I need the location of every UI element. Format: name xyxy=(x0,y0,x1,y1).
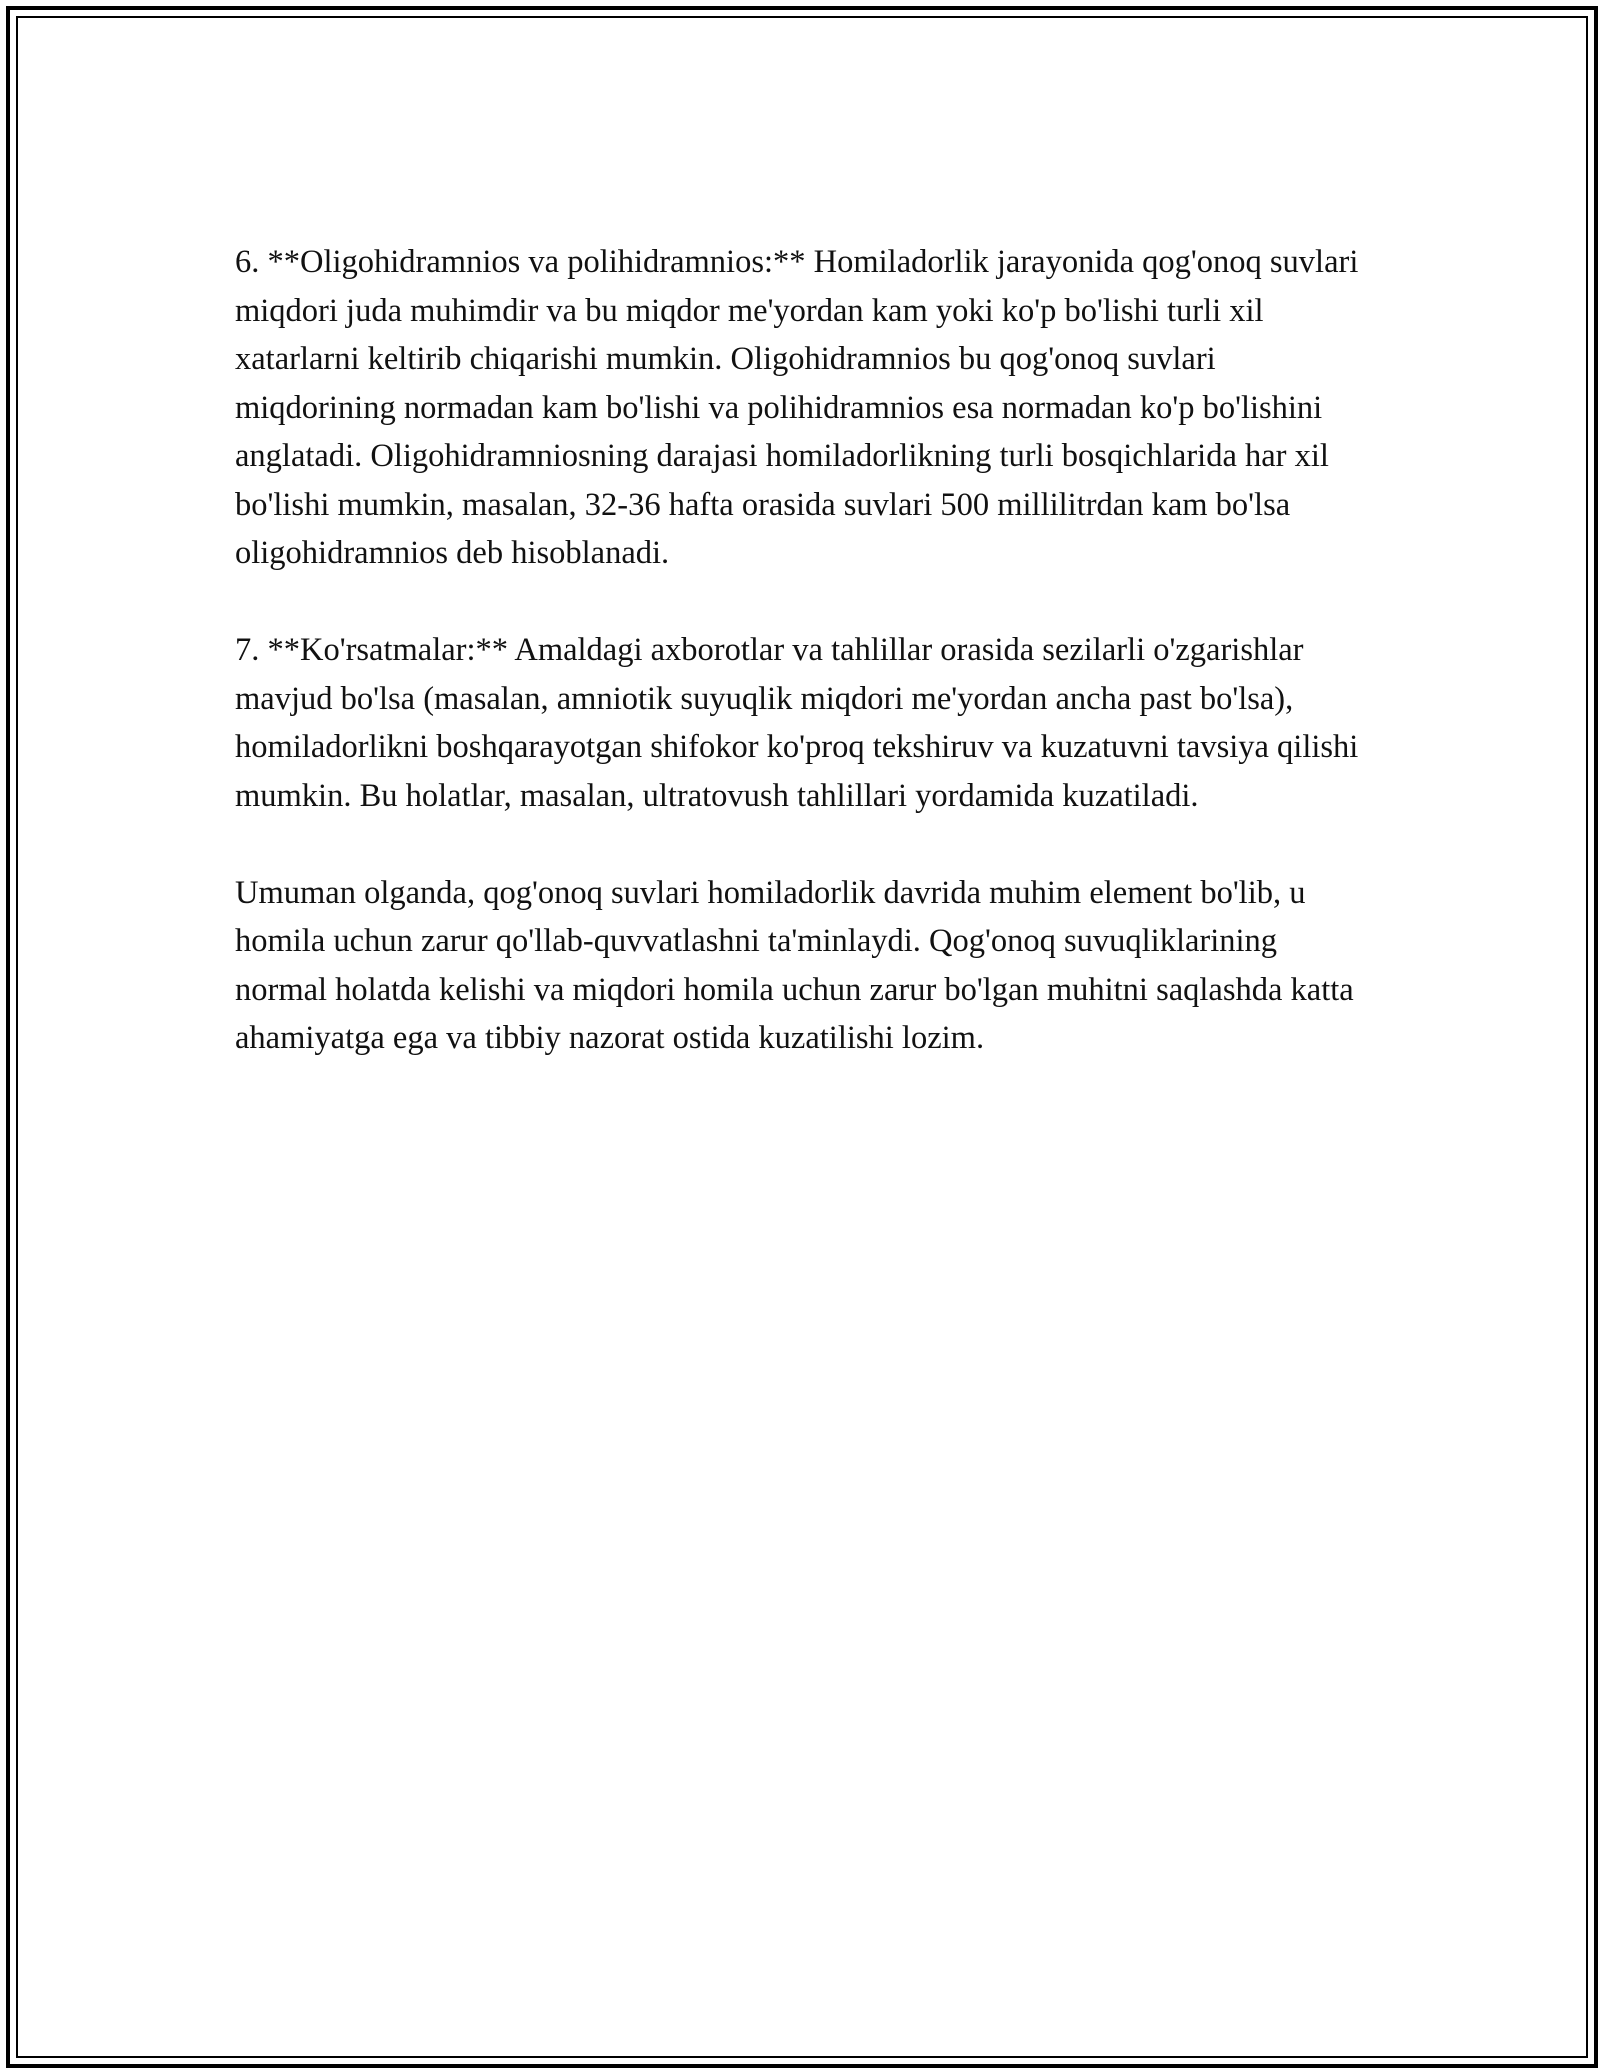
document-body xyxy=(235,238,1375,1111)
paragraph-oligohidramnios: 6. **Oligohidramnios va polihidramnios:** Homiladorlik jarayonida qog'onoq suvlari miqdori juda muhimdir va bu miqdor me'yordan kam yoki ko'p bo'lishi turli xil xatarlarni keltirib chiqarishi mumkin. Oligohidramnios bu qog'onoq suvlari miqdorining normadan kam bo'lishi va polihidramnios esa normadan ko'p bo'lishini anglatadi. Oligohidramniosning darajasi homiladorlikning turli bosqichlarida har xil bo'lishi mumkin, masalan, 32-36 hafta orasida suvlari 500 millilitrdan kam bo'lsa oligohidramnios deb hisoblanadi. xyxy=(235,244,1359,571)
paragraph-korsatmalar: 7. **Ko'rsatmalar:** Amaldagi axborotlar va tahlillar orasida sezilarli o'zgarishlar mavjud bo'lsa (masalan, amniotik suyuqlik miqdori me'yordan ancha past bo'lsa), homiladorlikni boshqarayotgan shifokor ko'proq tekshiruv va kuzatuvni tavsiya qilishi mumkin. Bu holatlar, masalan, ultratovush tahlillari yordamida kuzatiladi. xyxy=(235,632,1359,814)
paragraph-conclusion: Umuman olganda, qog'onoq suvlari homiladorlik davrida muhim element bo'lib, u homila uchun zarur qo'llab-quvvatlashni ta'minlaydi. Qog'onoq suvuqliklarining normal holatda kelishi va miqdori homila uchun zarur bo'lgan muhitni saqlashda katta ahamiyatga ega va tibbiy nazorat ostida kuzatilishi lozim. xyxy=(235,874,1354,1056)
